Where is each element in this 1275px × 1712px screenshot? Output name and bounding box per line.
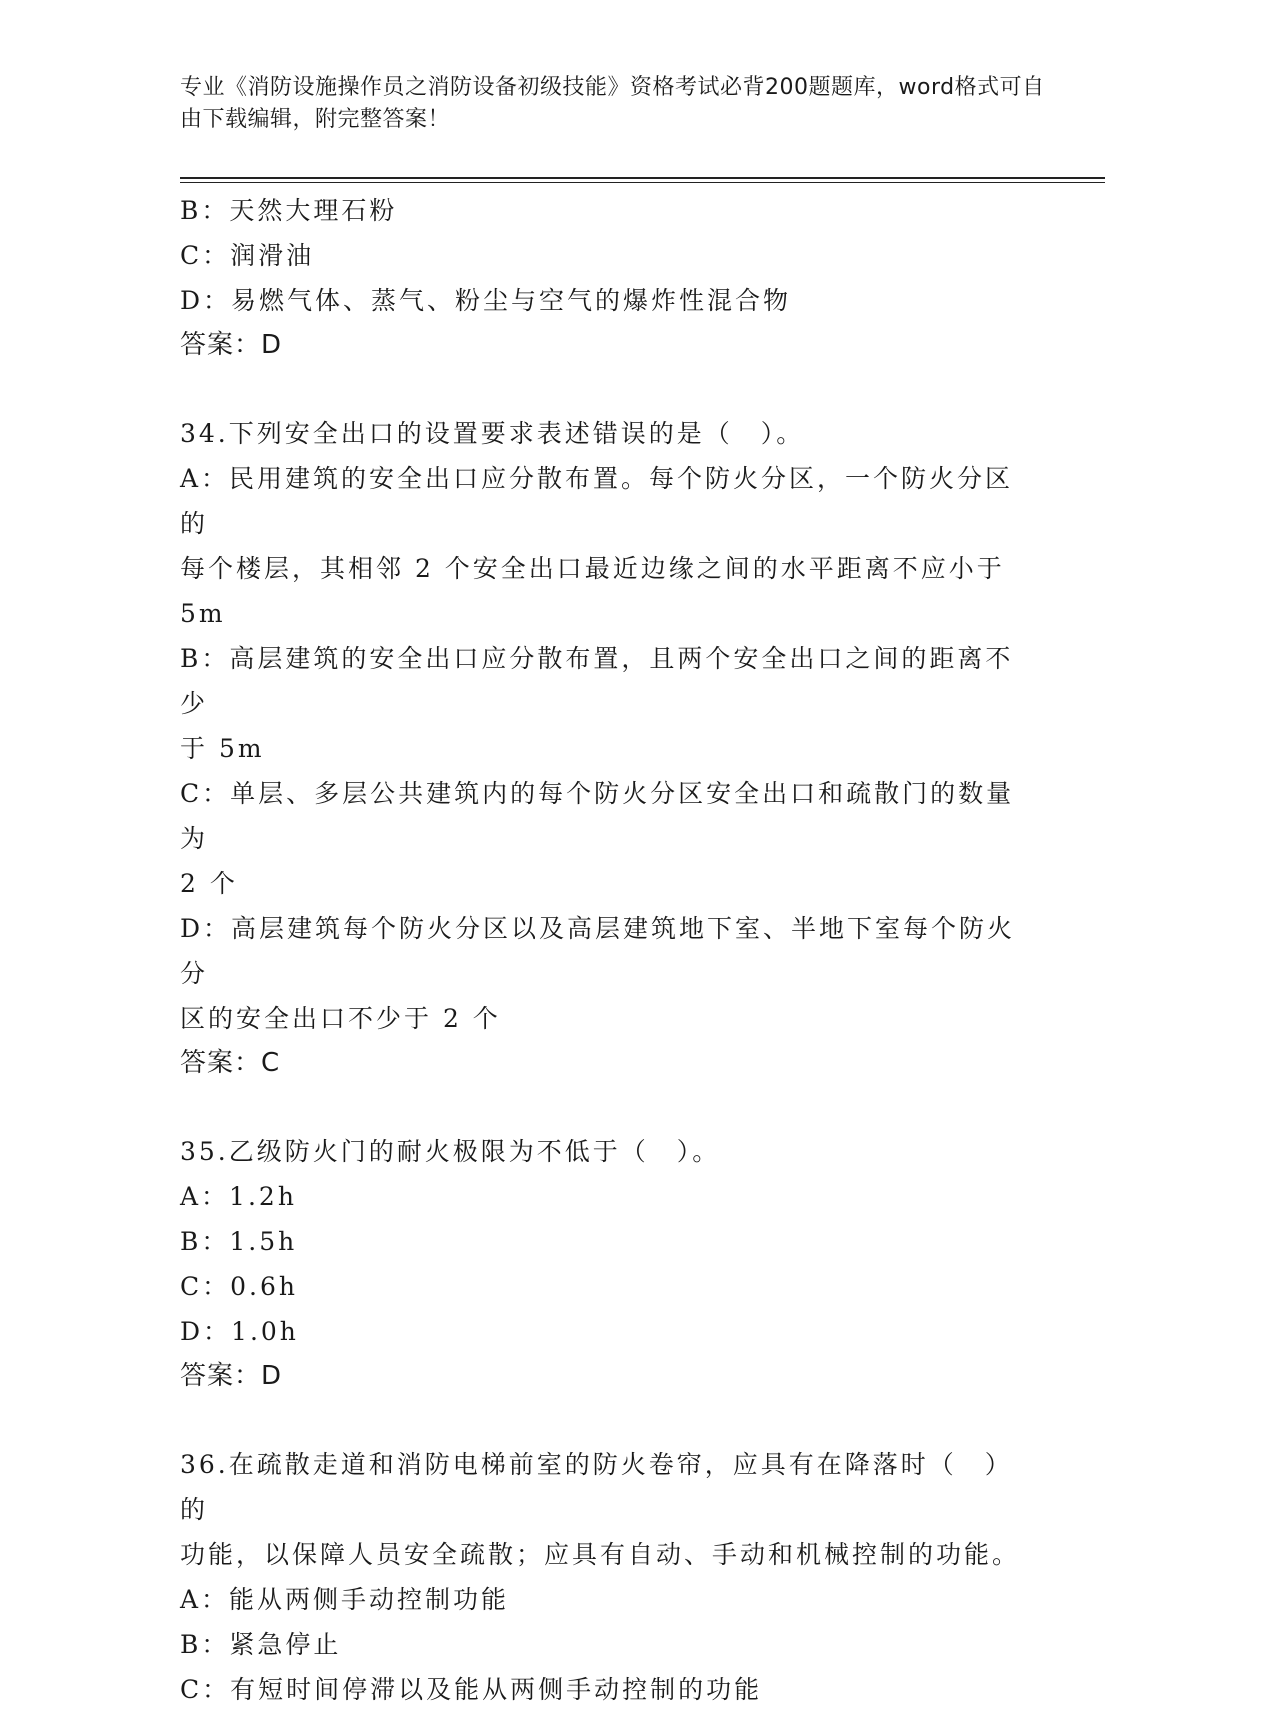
option-d: D：高层建筑每个防火分区以及高层建筑地下室、半地下室每个防火分: [180, 914, 1016, 988]
header-divider-thin: [180, 182, 1105, 183]
option-c: C：润滑油: [180, 241, 315, 270]
option-a: A：1.2h: [180, 1182, 297, 1211]
document-header: [180, 72, 1060, 136]
question-35: [180, 1129, 1040, 1399]
answer: 答案：D: [180, 330, 283, 360]
answer: 答案：C: [180, 1048, 281, 1078]
option-c: C：有短时间停滞以及能从两侧手动控制的功能: [180, 1675, 763, 1704]
option-b: B：1.5h: [180, 1227, 298, 1256]
header-divider: [180, 177, 1105, 179]
answer: 答案：D: [180, 1361, 283, 1391]
question-33: [180, 188, 1040, 368]
question-stem: 36.在疏散走道和消防电梯前室的防火卷帘，应具有在降落时（ ）的: [180, 1450, 1013, 1524]
spacer: [180, 368, 1040, 411]
header-title: 专业《消防设施操作员之消防设备初级技能》资格考试必背200题题库，word格式可自由下载编辑，附完整答案！: [180, 75, 1045, 132]
option-c: C：0.6h: [180, 1272, 298, 1301]
option-b-continued: 于 5m: [180, 734, 265, 763]
question-stem-continued: 功能，以保障人员安全疏散；应具有自动、手动和机械控制的功能。: [180, 1540, 1021, 1569]
spacer: [180, 1399, 1040, 1442]
option-b: B：紧急停止: [180, 1630, 342, 1659]
question-stem: 35.乙级防火门的耐火极限为不低于（ ）。: [180, 1137, 721, 1166]
question-stem: 34.下列安全出口的设置要求表述错误的是（ ）。: [180, 419, 805, 448]
spacer: [180, 1086, 1040, 1129]
question-list: [180, 188, 1040, 1712]
option-c: C：单层、多层公共建筑内的每个防火分区安全出口和疏散门的数量为: [180, 779, 1015, 853]
option-b: B：天然大理石粉: [180, 196, 398, 225]
option-a-continued: 每个楼层，其相邻 2 个安全出口最近边缘之间的水平距离不应小于 5m: [180, 554, 1016, 628]
question-34: [180, 411, 1040, 1086]
question-36: [180, 1442, 1040, 1712]
option-d-continued: 区的安全出口不少于 2 个: [180, 1004, 501, 1033]
option-d: D：1.0h: [180, 1317, 299, 1346]
option-a: A：民用建筑的安全出口应分散布置。每个防火分区，一个防火分区的: [180, 464, 1014, 538]
option-d: D：易燃气体、蒸气、粉尘与空气的爆炸性混合物: [180, 286, 792, 315]
option-b: B：高层建筑的安全出口应分散布置，且两个安全出口之间的距离不少: [180, 644, 1014, 718]
option-c-continued: 2 个: [180, 869, 238, 898]
option-a: A：能从两侧手动控制功能: [180, 1585, 510, 1614]
